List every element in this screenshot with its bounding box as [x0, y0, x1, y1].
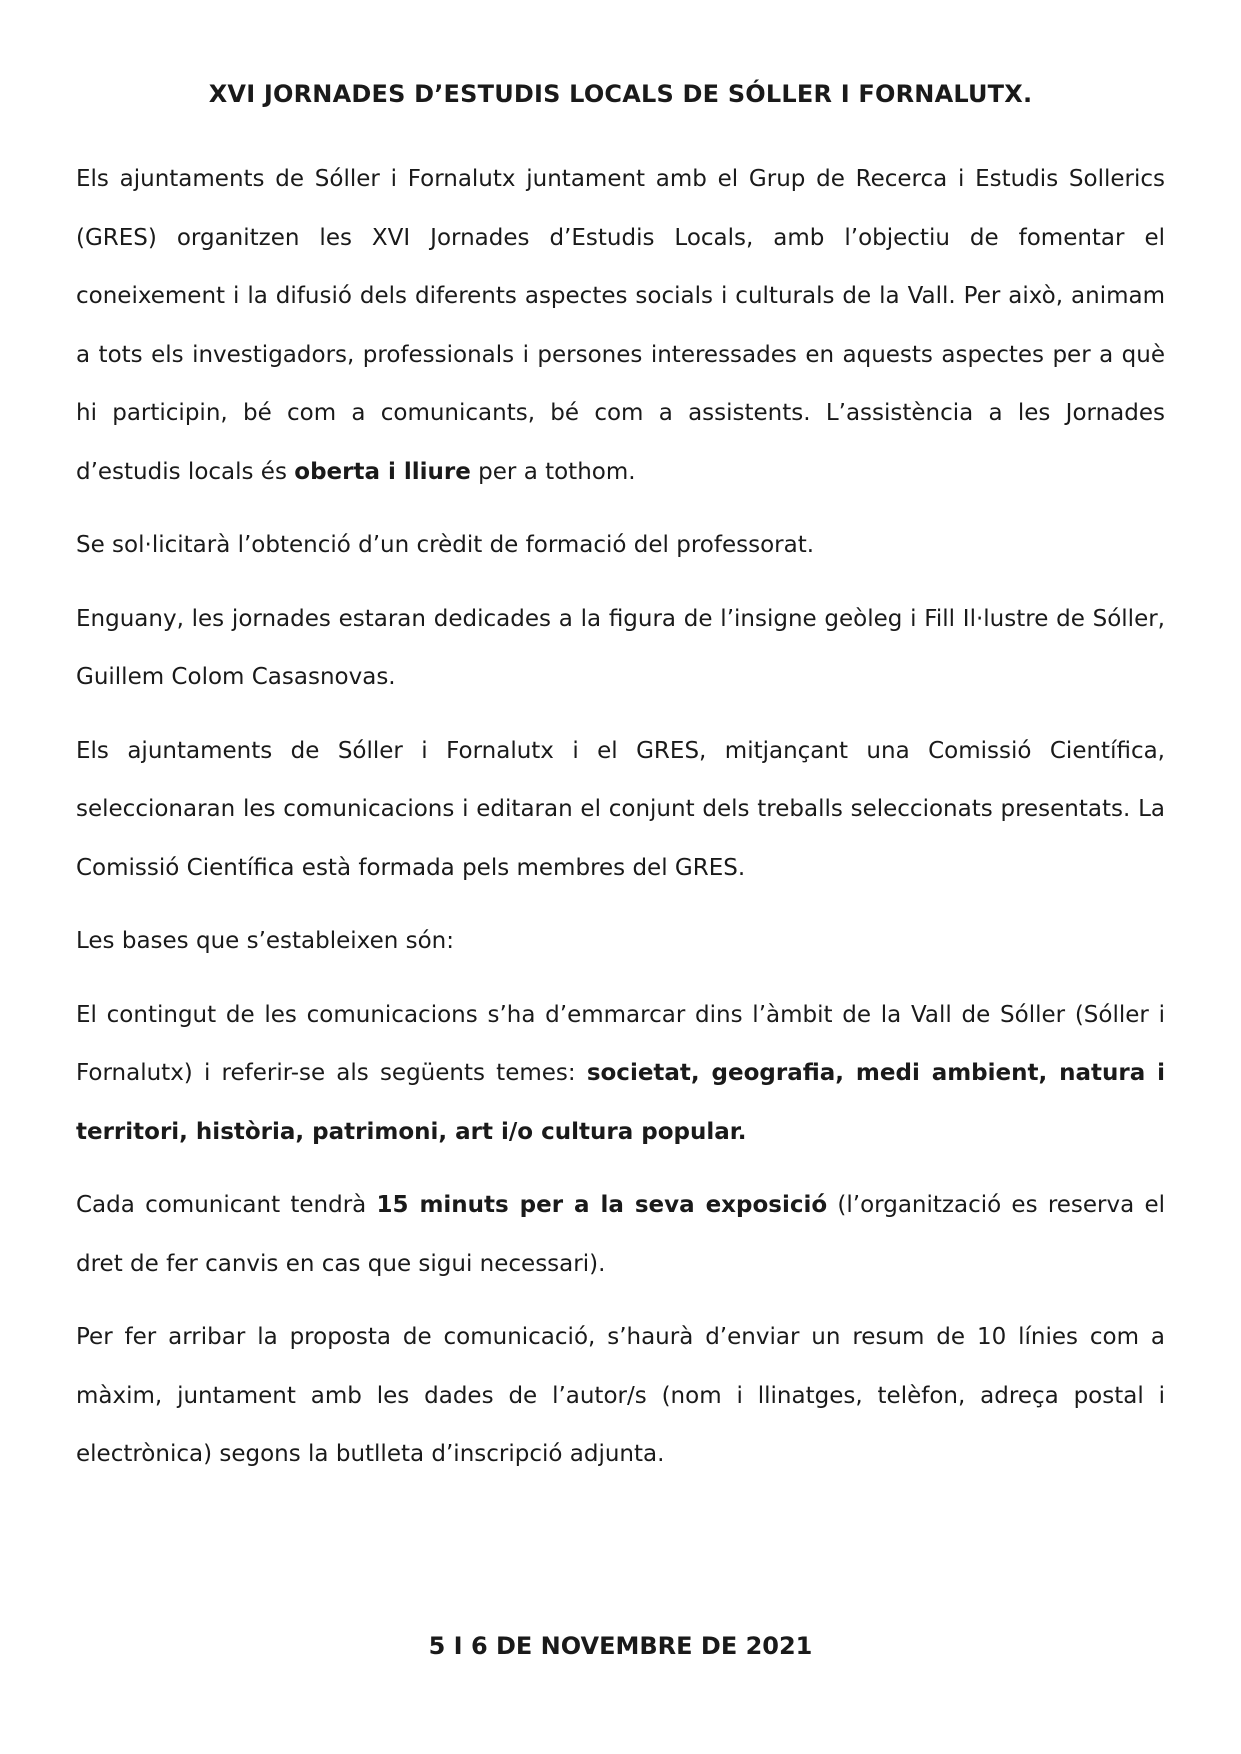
time-bold-text: 15 minuts per a la seva exposició	[376, 1192, 828, 1218]
intro-bold-text: oberta i lliure	[294, 458, 471, 485]
content-topics: societat, geografia, medi ambient, natura i territori, història, patrimoni, art i/o cultura popular.	[76, 1060, 1165, 1145]
time-text: Cada comunicant tendrà	[76, 1192, 377, 1218]
submission-paragraph: Per fer arribar la proposta de comunicació, s’haurà d’enviar un resum de 10 línies com a màxim, juntament amb les dades de l’autor/s (nom i llinatges, telèfon, adreça postal i electrònica) segons la butlleta d’inscripció adjunta.	[76, 1324, 1165, 1467]
intro-text: Els ajuntaments de Sóller i Fornalutx juntament amb el Grup de Recerca i Estudis Sollerics (GRES) organitzen les XVI Jornades d’Estudis Locals, amb l’objectiu de fomentar el coneixement i la difusió dels diferents aspectes socials i culturals de la Vall. Per això, animam a tots els investigadors, professionals i persones interessades en aquests aspectes per a què hi participin, bé com a comunicants, bé com a assistents. L’assistència a les Jornades d’estudis locals és	[76, 166, 1165, 485]
time-text-end: (l’organització es reserva el dret de fer canvis en cas que sigui necessari).	[76, 1192, 1165, 1277]
document-title: XVI JORNADES D’ESTUDIS LOCALS DE SÓLLER I FORNALUTX.	[208, 80, 1033, 108]
intro-paragraph	[76, 150, 1165, 501]
content-paragraph	[76, 986, 1165, 1162]
event-date: 5 I 6 DE NOVEMBRE DE 2021	[428, 1632, 813, 1660]
credit-paragraph: Se sol·licitarà l’obtenció d’un crèdit de formació del professorat.	[76, 532, 815, 558]
dedication-paragraph: Enguany, les jornades estaran dedicades a la figura de l’insigne geòleg i Fill Il·lustre de Sóller, Guillem Colom Casasnovas.	[76, 605, 1165, 690]
committee-paragraph: Els ajuntaments de Sóller i Fornalutx i el GRES, mitjançant una Comissió Científica, seleccionaran les comunicacions i editaran el conjunt dels treballs seleccionats presentats. La Comissió Científica està formada pels membres del GRES.	[76, 737, 1165, 881]
content-text: El contingut de les comunicacions s’ha d’emmarcar dins l’àmbit de la Vall de Sóller (Sóller i Fornalutx) i referir-se als següents temes:	[76, 1001, 1165, 1086]
intro-text-end: per a tothom.	[470, 458, 636, 485]
bases-intro-paragraph: Les bases que s’estableixen són:	[76, 928, 455, 954]
time-paragraph	[76, 1176, 1165, 1293]
document-body	[76, 150, 1165, 1484]
